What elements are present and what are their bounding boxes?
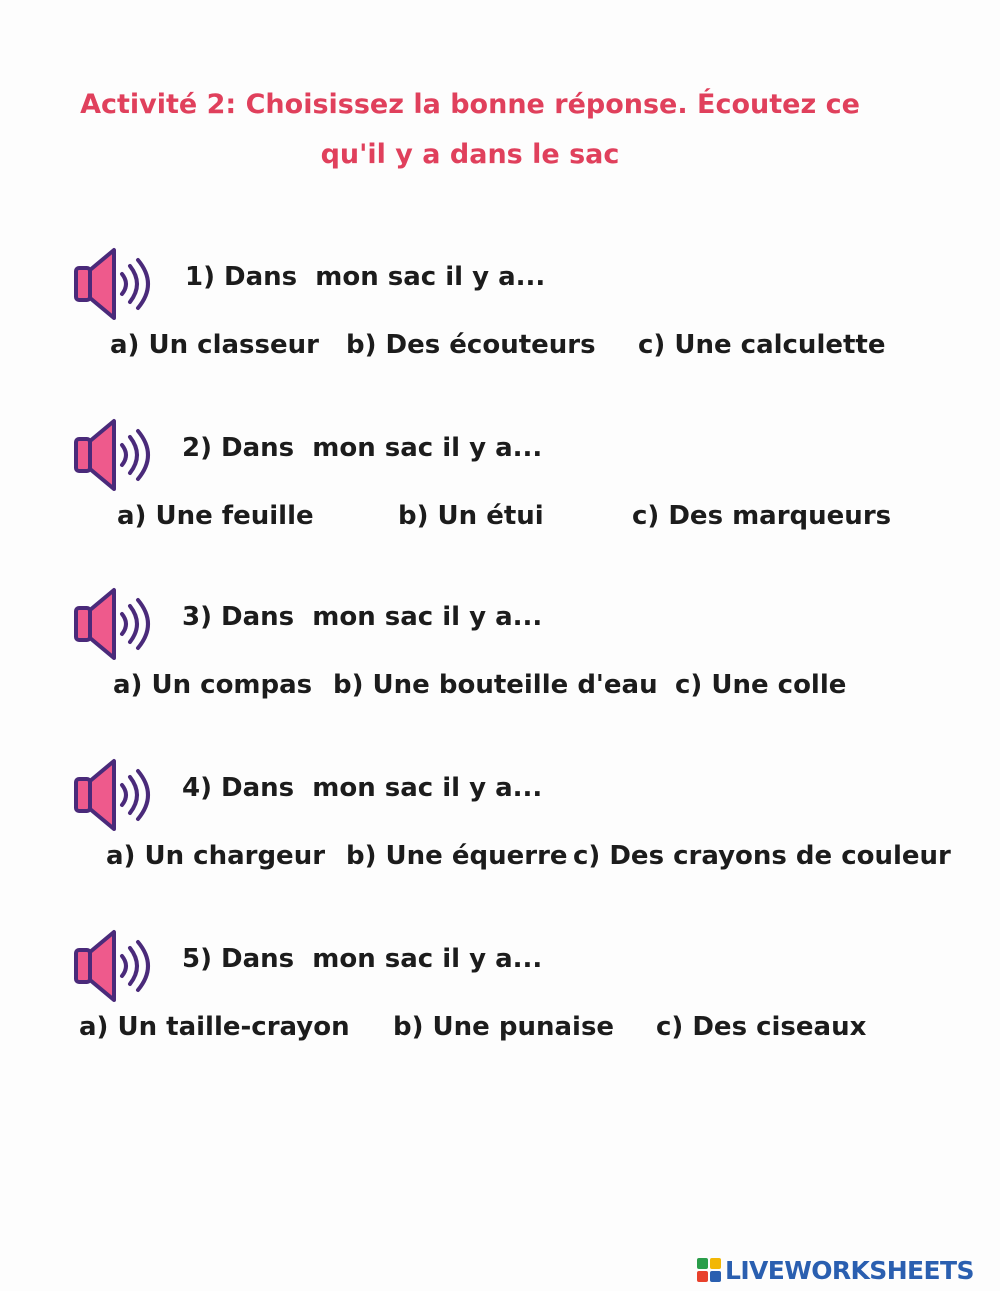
question-prompt: 4) Dans mon sac il y a... bbox=[182, 773, 543, 803]
question-prompt: 3) Dans mon sac il y a... bbox=[182, 602, 543, 632]
activity-title-line-2: qu'il y a dans le sac bbox=[320, 139, 620, 170]
option-a[interactable]: a) Un compas bbox=[113, 670, 313, 700]
question-prompt: 2) Dans mon sac il y a... bbox=[182, 433, 543, 463]
logo-grid-icon bbox=[697, 1258, 721, 1282]
speaker-icon[interactable] bbox=[70, 584, 160, 664]
liveworksheets-logo[interactable] bbox=[697, 1253, 974, 1287]
option-a[interactable]: a) Un chargeur bbox=[106, 841, 326, 871]
activity-title bbox=[0, 80, 940, 180]
option-c[interactable]: c) Des crayons de couleur bbox=[573, 841, 951, 871]
speaker-icon[interactable] bbox=[70, 926, 160, 1006]
option-b[interactable]: b) Une bouteille d'eau bbox=[333, 670, 658, 700]
question-2 bbox=[0, 415, 1000, 555]
option-a[interactable]: a) Une feuille bbox=[117, 501, 314, 531]
question-3 bbox=[0, 584, 1000, 724]
question-prompt: 1) Dans mon sac il y a... bbox=[185, 262, 546, 292]
question-1 bbox=[0, 244, 1000, 384]
option-a[interactable]: a) Un classeur bbox=[110, 330, 319, 360]
activity-title-line-1: Activité 2: Choisissez la bonne réponse. Écoutez ce bbox=[80, 89, 860, 120]
option-c[interactable]: c) Des ciseaux bbox=[656, 1012, 867, 1042]
option-c[interactable]: c) Une calculette bbox=[638, 330, 886, 360]
speaker-icon[interactable] bbox=[70, 755, 160, 835]
option-a[interactable]: a) Un taille-crayon bbox=[79, 1012, 350, 1042]
option-b[interactable]: b) Une punaise bbox=[393, 1012, 615, 1042]
option-b[interactable]: b) Un étui bbox=[398, 501, 544, 531]
speaker-icon[interactable] bbox=[70, 415, 160, 495]
option-b[interactable]: b) Des écouteurs bbox=[346, 330, 596, 360]
option-c[interactable]: c) Des marqueurs bbox=[632, 501, 892, 531]
question-4 bbox=[0, 755, 1000, 895]
speaker-icon[interactable] bbox=[70, 244, 160, 324]
option-c[interactable]: c) Une colle bbox=[675, 670, 847, 700]
brand-name: LIVEWORKSHEETS bbox=[725, 1255, 974, 1285]
option-b[interactable]: b) Une équerre bbox=[346, 841, 568, 871]
question-5 bbox=[0, 926, 1000, 1066]
question-prompt: 5) Dans mon sac il y a... bbox=[182, 944, 543, 974]
